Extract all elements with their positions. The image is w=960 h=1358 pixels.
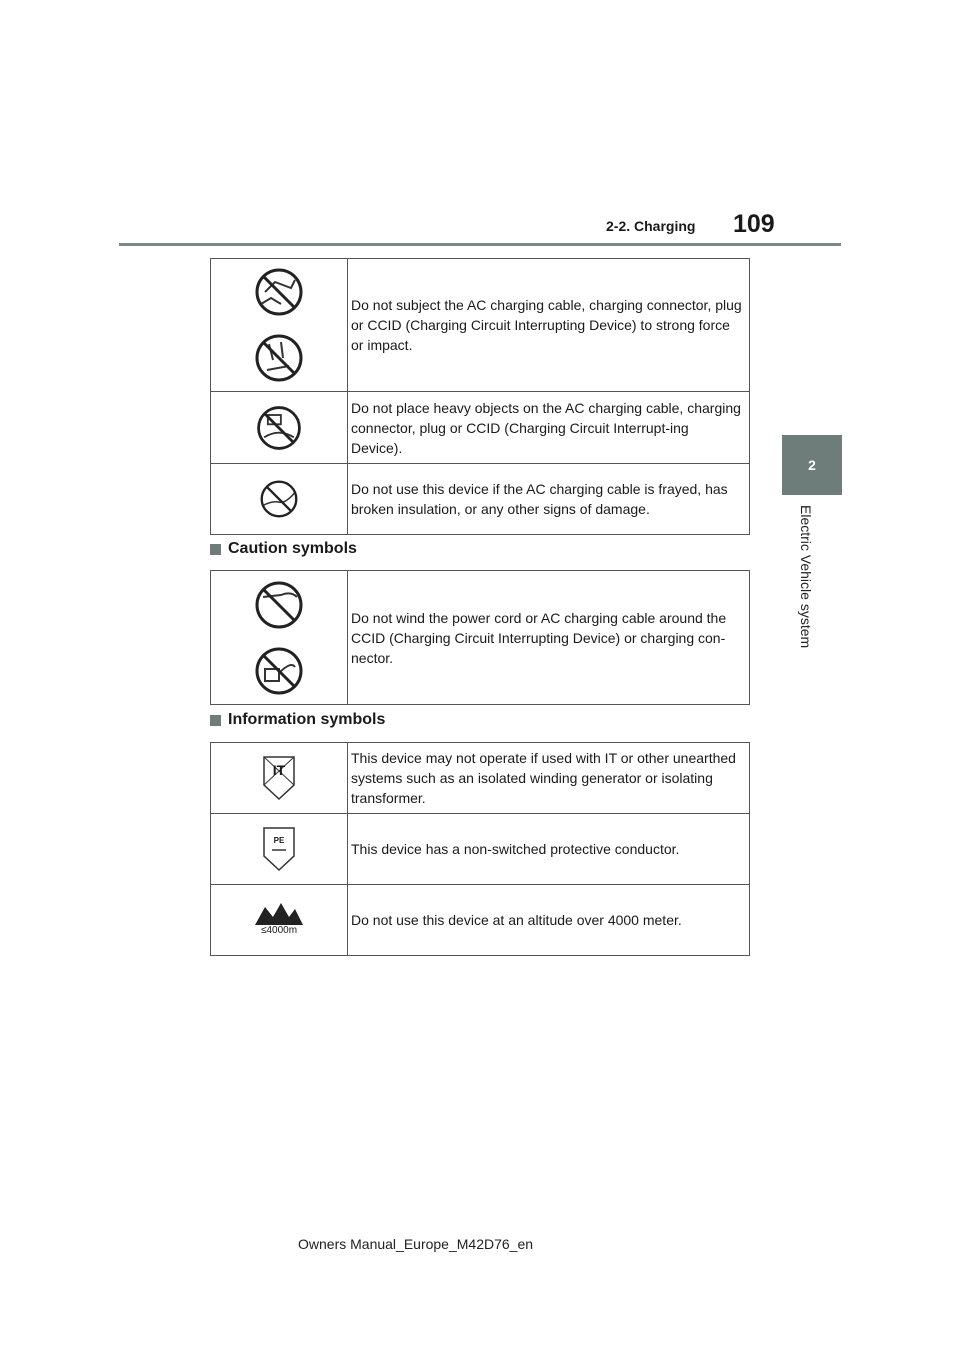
table-row <box>211 885 750 956</box>
altitude-icon <box>249 903 309 937</box>
chapter-label: Electric Vehicle system <box>798 505 814 649</box>
no-damaged-cable-icon <box>211 477 347 521</box>
it-system-icon <box>262 755 296 801</box>
it-label: IT <box>272 762 286 778</box>
row-text: This device may not operate if used with IT or other unearthed systems such as an isolated winding generator or isolating transformer. <box>348 743 750 814</box>
section-title: 2-2. Charging <box>606 218 696 234</box>
bullet-square-icon <box>210 544 221 555</box>
row-text: Do not subject the AC charging cable, charging connector, plug or CCID (Charging Circuit Interrupting Device) to strong force or impact. <box>348 259 750 392</box>
icon-cell <box>211 814 348 885</box>
icon-cell <box>211 885 348 956</box>
caution-heading: Caution symbols <box>210 540 357 558</box>
icon-cell <box>211 743 348 814</box>
table-row <box>211 743 750 814</box>
header-divider <box>119 243 841 246</box>
table-row <box>211 392 750 464</box>
no-winding-cord-icon <box>211 577 347 633</box>
protective-conductor-icon <box>262 826 296 872</box>
bullet-square-icon <box>210 715 221 726</box>
pe-label: PE <box>273 836 285 845</box>
table-row <box>211 571 750 705</box>
row-text: Do not place heavy objects on the AC charging cable, charging connector, plug or CCID (Charging Circuit Interrupt-ing Device). <box>348 392 750 464</box>
icon-cell <box>211 464 348 535</box>
icon-cell <box>211 571 348 705</box>
page-number: 109 <box>733 210 775 238</box>
table-row <box>211 814 750 885</box>
icon-cell <box>211 259 348 392</box>
chapter-tab <box>782 435 842 495</box>
row-text: Do not use this device if the AC charging cable is frayed, has broken insulation, or any other signs of damage. <box>348 464 750 535</box>
prohibition-table <box>210 258 750 535</box>
altitude-label: ≤4000m <box>260 925 298 936</box>
no-drop-icon <box>211 330 347 386</box>
table-row <box>211 259 750 392</box>
row-text: This device has a non-switched protective conductor. <box>348 814 750 885</box>
information-table <box>210 742 750 956</box>
row-text: Do not use this device at an altitude over 4000 meter. <box>348 885 750 956</box>
no-impact-icon <box>211 264 347 320</box>
footer-doc-id: Owners Manual_Europe_M42D76_en <box>298 1236 534 1252</box>
no-heavy-objects-icon <box>211 402 347 454</box>
row-text: Do not wind the power cord or AC charging cable around the CCID (Charging Circuit Interrupting Device) or charging con-nector. <box>348 571 750 705</box>
information-heading: Information symbols <box>210 711 385 729</box>
icon-cell <box>211 392 348 464</box>
caution-table <box>210 570 750 705</box>
chapter-number: 2 <box>808 457 816 473</box>
table-row <box>211 464 750 535</box>
no-wrap-cable-icon <box>211 643 347 699</box>
